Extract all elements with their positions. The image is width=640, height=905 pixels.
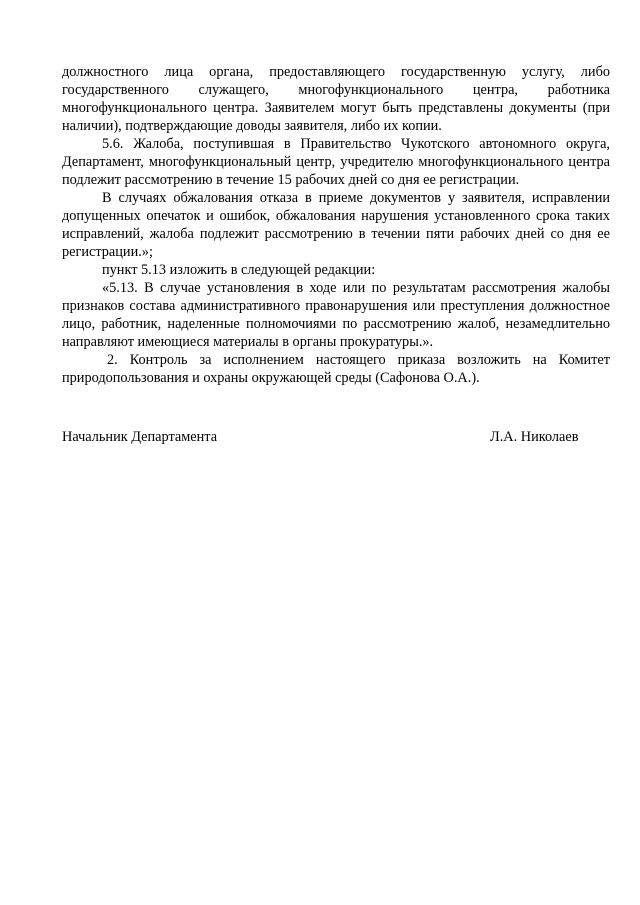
paragraph-appeal-refusal: В случаях обжалования отказа в приеме документов у заявителя, исправлении допущенных опечаток и ошибок, обжалования нарушения установленного срока таких исправлений, жалоба подлежит рассмотрению в течении пяти рабочих дней со дня ее регистрации.»; (62, 190, 610, 260)
signature-block (62, 428, 610, 446)
paragraph-item-2: 2. Контроль за исполнением настоящего приказа возложить на Комитет природопользования и охраны окружающей среды (Сафонова О.А.). (62, 352, 610, 386)
paragraph-5-6: 5.6. Жалоба, поступившая в Правительство Чукотского автономного округа, Департамент, многофункциональный центр, учредителю многофункционального центра подлежит рассмотрению в течение 15 рабочих дней со дня ее регистрации. (62, 136, 610, 188)
document-body (62, 63, 610, 387)
paragraph-continuation: должностного лица органа, предоставляющего государственную услугу, либо государственного служащего, многофункционального центра, работника многофункционального центра. Заявителем могут быть представлены документы (при наличии), подтверждающие доводы заявителя, либо их копии. (62, 64, 610, 134)
paragraph-5-13-intro: пункт 5.13 изложить в следующей редакции: (102, 262, 376, 278)
signatory-position: Начальник Департамента (62, 429, 218, 445)
signatory-name: Л.А. Николаев (490, 429, 579, 445)
paragraph-5-13: «5.13. В случае установления в ходе или по результатам рассмотрения жалобы признаков состава административного правонарушения или преступления должностное лицо, работник, наделенные полномочиями по рассмотрению жалоб, незамедлительно направляют имеющиеся материалы в органы прокуратуры.». (62, 280, 610, 350)
